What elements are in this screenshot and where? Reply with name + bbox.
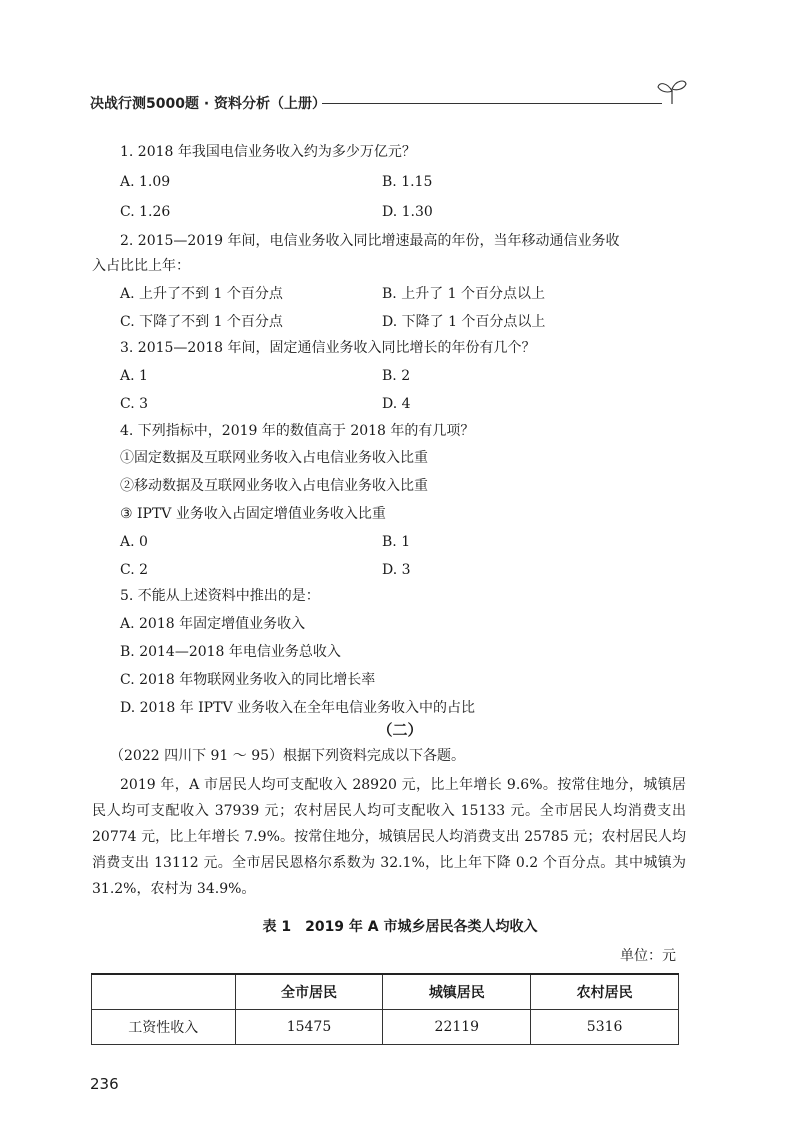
question-4-stem: 4. 下列指标中，2019 年的数值高于 2018 年的有几项？ (120, 423, 475, 439)
question-5-option-b: B. 2014—2018 年电信业务总收入 (120, 644, 341, 660)
sprout-icon (655, 76, 689, 106)
material-paragraph (92, 772, 686, 902)
question-4-item-2: ②移动数据及互联网业务收入占电信业务收入比重 (120, 478, 428, 494)
question-4-option-c: C. 2 (120, 562, 149, 578)
question-4-option-d: D. 3 (382, 562, 411, 578)
running-header: 决战行测5000题 · 资料分析（上册） (90, 96, 327, 112)
question-4-item-1: ①固定数据及互联网业务收入占电信业务收入比重 (120, 450, 428, 466)
question-3-stem: 3. 2015—2018 年间，固定通信业务收入同比增长的年份有几个？ (120, 340, 536, 356)
table-row (92, 1010, 679, 1045)
question-3-option-a: A. 1 (120, 368, 148, 384)
question-2-option-c: C. 下降了不到 1 个百分点 (120, 314, 283, 330)
question-1-option-d: D. 1.30 (382, 204, 433, 220)
table-header-row (92, 974, 679, 1010)
material-paragraph-text: 2019 年，A 市居民人均可支配收入 28920 元，比上年增长 9.6%。按常住地分，城镇居民人均可支配收入 37939 元；农村居民人均可支配收入 15133 元。全市居民人均消费支出 20774 元，比上年增长 7.9%。按常住地分，城镇居民人均消费支出 25785 元；农村居民人均消费支出 13112 元。全市居民恩格尔系数为 32.1%，比上年下降 0.2 个百分点。其中城镇为 31.2%，农村为 34.9%。 (92, 777, 686, 897)
header-rule (322, 103, 662, 104)
question-4-option-a: A. 0 (120, 534, 148, 550)
table-cell: 22119 (383, 1010, 531, 1045)
table-header-cell (92, 974, 236, 1010)
table-caption: 表 1 2019 年 A 市城乡居民各类人均收入 (262, 919, 538, 935)
question-5-option-d: D. 2018 年 IPTV 业务收入在全年电信业务收入中的占比 (120, 700, 476, 716)
section-title: （二） (377, 721, 423, 739)
question-4-option-b: B. 1 (382, 534, 411, 550)
question-2-option-d: D. 下降了 1 个百分点以上 (382, 314, 546, 330)
question-1-option-a: A. 1.09 (120, 174, 171, 190)
table-cell: 5316 (531, 1010, 679, 1045)
page-number: 236 (90, 1075, 119, 1093)
table-unit: 单位：元 (620, 948, 676, 964)
question-1-stem: 1. 2018 年我国电信业务收入约为多少万亿元？ (120, 144, 416, 160)
table-cell: 15475 (235, 1010, 383, 1045)
question-4-item-3: ③ IPTV 业务收入占固定增值业务收入比重 (120, 506, 386, 522)
question-2-stem-line1: 2. 2015—2019 年间，电信业务收入同比增速最高的年份，当年移动通信业务收 (120, 233, 620, 249)
question-2-stem-line2: 入占比比上年： (92, 258, 190, 274)
question-5-stem: 5. 不能从上述资料中推出的是： (120, 588, 320, 604)
question-2-option-a: A. 上升了不到 1 个百分点 (120, 286, 283, 302)
question-5-option-a: A. 2018 年固定增值业务收入 (120, 616, 306, 632)
question-5-option-c: C. 2018 年物联网业务收入的同比增长率 (120, 672, 376, 688)
section-intro: （2022 四川下 91 ～ 95）根据下列资料完成以下各题。 (110, 748, 466, 764)
table-header-cell: 农村居民 (531, 974, 679, 1010)
question-1-option-b: B. 1.15 (382, 174, 433, 190)
table-header-cell: 城镇居民 (383, 974, 531, 1010)
question-1-option-c: C. 1.26 (120, 204, 171, 220)
question-2-option-b: B. 上升了 1 个百分点以上 (382, 286, 545, 302)
income-table (91, 973, 679, 1045)
table-header-cell: 全市居民 (235, 974, 383, 1010)
table-cell: 工资性收入 (92, 1010, 236, 1045)
question-3-option-c: C. 3 (120, 396, 149, 412)
question-3-option-d: D. 4 (382, 396, 411, 412)
question-3-option-b: B. 2 (382, 368, 411, 384)
